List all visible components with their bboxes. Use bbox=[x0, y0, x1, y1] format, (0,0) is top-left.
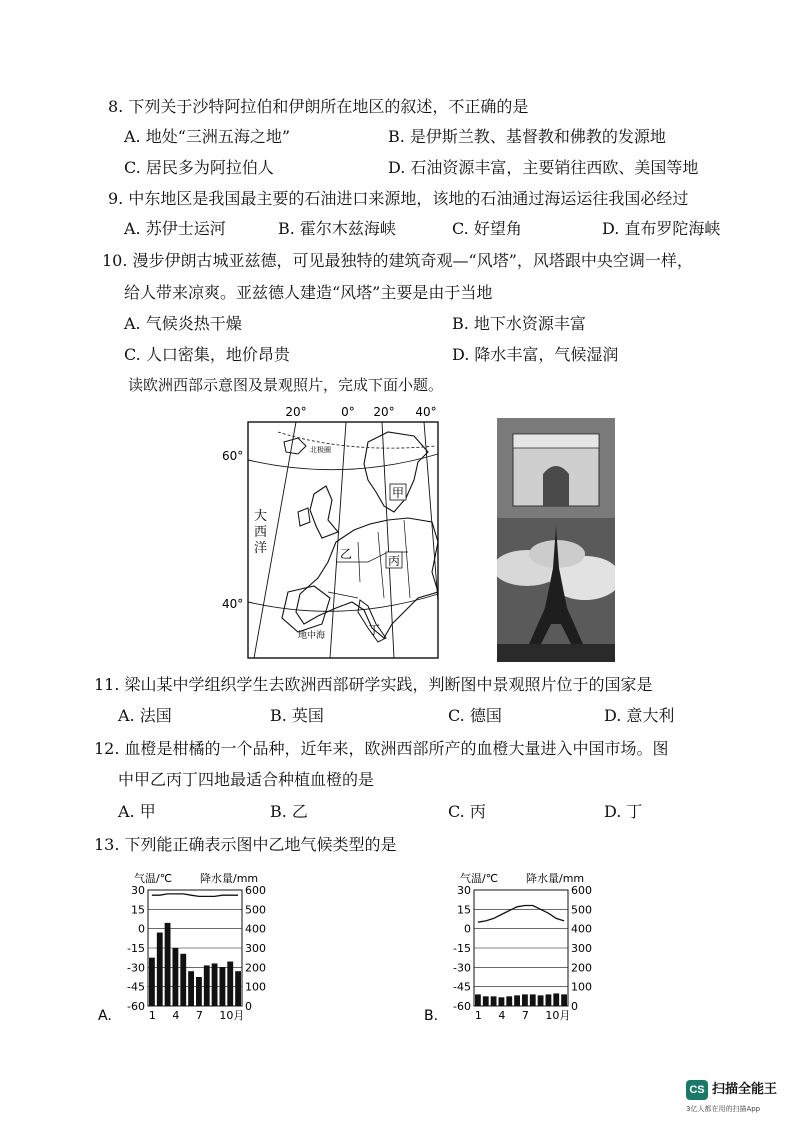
arc-attic bbox=[513, 434, 599, 448]
q12-option-c: C. 丙 bbox=[448, 802, 486, 821]
chart-x-tick: 7 bbox=[195, 1009, 203, 1022]
q12-stem-line1: 12. 血橙是柑橘的一个品种，近年来，欧洲西部所产的血橙大量进入中国市场。图 bbox=[94, 739, 669, 758]
chart-left-tick: 0 bbox=[464, 922, 471, 936]
precip-bar bbox=[204, 965, 210, 1006]
chart-right-tick: 500 bbox=[245, 903, 266, 917]
place-jia: 甲 bbox=[392, 486, 405, 500]
chart-right-tick: 0 bbox=[245, 1000, 252, 1013]
chart-left-tick: -30 bbox=[127, 961, 145, 975]
chart-right-tick: 300 bbox=[571, 942, 592, 955]
q10-stem-line1: 10. 漫步伊朗古城亚兹德，可见最独特的建筑奇观—“风塔”，风塔跟中央空调一样， bbox=[102, 251, 693, 270]
lon-label-20e: 20° bbox=[373, 405, 395, 419]
q12-option-a: A. 甲 bbox=[118, 802, 156, 821]
chart-right-tick: 500 bbox=[571, 903, 592, 917]
chart-left-tick: -15 bbox=[453, 942, 471, 955]
place-yi: 乙 bbox=[340, 547, 353, 561]
arctic-label: 北极圈 bbox=[310, 446, 331, 454]
chart-right-tick: 100 bbox=[245, 980, 266, 994]
precip-bar bbox=[173, 948, 179, 1006]
chart-x-tick: 10月 bbox=[219, 1009, 245, 1022]
precip-bar bbox=[188, 971, 194, 1006]
q10-option-b: B. 地下水资源丰富 bbox=[452, 314, 586, 333]
climate-chart-b bbox=[422, 866, 612, 1028]
precip-bar bbox=[149, 958, 155, 1006]
scanner-logo-sub: 3亿人都在用的扫描App bbox=[686, 1105, 761, 1113]
chart-left-tick: 30 bbox=[457, 884, 471, 897]
lon-label-0: 0° bbox=[341, 405, 355, 419]
map-frame bbox=[248, 422, 438, 658]
q11-option-d: D. 意大利 bbox=[604, 706, 675, 725]
q8-option-b: B. 是伊斯兰教、基督教和佛教的发源地 bbox=[388, 127, 666, 146]
ocean-label-3: 洋 bbox=[254, 541, 268, 556]
q9-option-d: D. 直布罗陀海峡 bbox=[602, 219, 721, 238]
chart-right-tick: 0 bbox=[571, 1000, 578, 1013]
chart-x-tick: 10月 bbox=[545, 1009, 571, 1022]
q12-stem-line2: 中甲乙丙丁四地最适合种植血橙的是 bbox=[118, 770, 375, 789]
chart-right-tick: 600 bbox=[571, 884, 592, 897]
chart-x-tick: 7 bbox=[521, 1009, 529, 1022]
precip-bar bbox=[165, 923, 171, 1006]
europe-map bbox=[218, 402, 450, 664]
q11-option-a: A. 法国 bbox=[118, 706, 172, 725]
climate-chart-a bbox=[96, 866, 286, 1026]
chart-right-tick: 600 bbox=[245, 884, 266, 897]
chart-ylabel-left: 气温/℃ bbox=[460, 872, 499, 885]
precip-bar bbox=[538, 995, 544, 1006]
chart-left-tick: 15 bbox=[131, 903, 145, 917]
chart-left-tick: 0 bbox=[138, 922, 145, 936]
chart-x-tick: 1 bbox=[148, 1009, 156, 1022]
landscape-photo bbox=[497, 418, 615, 662]
precip-bar bbox=[522, 994, 528, 1006]
precip-bar bbox=[235, 971, 241, 1006]
chart-ylabel-right: 降水量/mm bbox=[526, 872, 585, 885]
precip-bar bbox=[180, 954, 186, 1006]
q8-option-c: C. 居民多为阿拉伯人 bbox=[124, 158, 274, 177]
precip-bar bbox=[220, 967, 226, 1006]
precip-bar bbox=[561, 994, 567, 1006]
temperature-line bbox=[152, 894, 238, 897]
q8-option-d: D. 石油资源丰富，主要销往西欧、美国等地 bbox=[388, 158, 699, 177]
lat-label-60: 60° bbox=[222, 449, 244, 463]
q13-stem: 13. 下列能正确表示图中乙地气候类型的是 bbox=[94, 835, 397, 854]
scanner-watermark bbox=[686, 1078, 786, 1118]
place-bing: 丙 bbox=[388, 554, 401, 568]
precip-bar bbox=[212, 963, 218, 1006]
q10-option-d: D. 降水丰富，气候湿润 bbox=[452, 345, 619, 364]
chart-ylabel-left: 气温/℃ bbox=[134, 872, 173, 885]
q11-stem: 11. 梁山某中学组织学生去欧洲西部研学实践，判断图中景观照片位于的国家是 bbox=[94, 675, 653, 694]
photo-ground bbox=[497, 644, 615, 662]
chart-option-label: B. bbox=[424, 1008, 439, 1024]
chart-x-tick: 4 bbox=[172, 1009, 180, 1022]
precip-bar bbox=[499, 997, 505, 1006]
lon-label-20w: 20° bbox=[285, 405, 307, 419]
chart-right-tick: 300 bbox=[245, 942, 266, 955]
chart-left-tick: -45 bbox=[127, 980, 145, 994]
place-ding: 丁 bbox=[368, 623, 381, 637]
chart-option-label: A. bbox=[98, 1008, 112, 1024]
q11-option-b: B. 英国 bbox=[270, 706, 324, 725]
chart-left-tick: 15 bbox=[457, 903, 471, 917]
ocean-label-2: 西 bbox=[254, 525, 268, 540]
precip-bar bbox=[475, 994, 481, 1006]
chart-left-tick: -30 bbox=[453, 961, 471, 975]
lat-label-40: 40° bbox=[222, 597, 244, 611]
precip-bar bbox=[227, 962, 233, 1006]
q11-option-c: C. 德国 bbox=[448, 706, 502, 725]
precip-bar bbox=[553, 993, 559, 1006]
chart-left-tick: -60 bbox=[127, 1000, 145, 1013]
precip-bar bbox=[514, 995, 520, 1006]
ocean-label-1: 大 bbox=[254, 509, 268, 524]
q12-option-b: B. 乙 bbox=[270, 802, 308, 821]
precip-bar bbox=[157, 933, 163, 1006]
scanner-logo-text: 扫描全能王 bbox=[712, 1082, 778, 1097]
precip-bar bbox=[546, 994, 552, 1006]
q8-option-a: A. 地处“三洲五海之地” bbox=[124, 127, 291, 146]
q10-option-c: C. 人口密集，地价昂贵 bbox=[124, 345, 290, 364]
chart-right-tick: 200 bbox=[571, 961, 592, 975]
chart-left-tick: 30 bbox=[131, 884, 145, 897]
q9-option-b: B. 霍尔木兹海峡 bbox=[278, 219, 396, 238]
precip-bar bbox=[506, 996, 512, 1006]
q9-stem: 9. 中东地区是我国最主要的石油进口来源地，该地的石油通过海运运往我国必经过 bbox=[108, 189, 689, 208]
precip-bar bbox=[483, 996, 489, 1006]
chart-x-tick: 4 bbox=[498, 1009, 506, 1022]
chart-right-tick: 100 bbox=[571, 980, 592, 994]
temperature-line bbox=[478, 906, 564, 923]
map-intro: 读欧洲西部示意图及景观照片，完成下面小题。 bbox=[128, 376, 444, 394]
precip-bar bbox=[491, 996, 497, 1006]
chart-left-tick: -45 bbox=[453, 980, 471, 994]
chart-left-tick: -15 bbox=[127, 942, 145, 955]
chart-right-tick: 400 bbox=[571, 922, 592, 936]
precip-bar bbox=[196, 977, 202, 1006]
precip-bar bbox=[530, 994, 536, 1006]
med-label: 地中海 bbox=[298, 631, 326, 641]
q12-option-d: D. 丁 bbox=[604, 802, 643, 821]
chart-right-tick: 200 bbox=[245, 961, 266, 975]
scanner-logo-badge: CS bbox=[686, 1080, 708, 1100]
chart-left-tick: -60 bbox=[453, 1000, 471, 1013]
chart-x-tick: 1 bbox=[474, 1009, 482, 1022]
chart-right-tick: 400 bbox=[245, 922, 266, 936]
q9-option-a: A. 苏伊士运河 bbox=[124, 219, 226, 238]
lon-label-40e: 40° bbox=[415, 405, 437, 419]
chart-ylabel-right: 降水量/mm bbox=[200, 872, 259, 885]
q10-option-a: A. 气候炎热干燥 bbox=[124, 314, 242, 333]
arc-opening bbox=[543, 466, 569, 506]
q10-stem-line2: 给人带来凉爽。亚兹德人建造“风塔”主要是由于当地 bbox=[124, 283, 493, 302]
q8-stem: 8. 下列关于沙特阿拉伯和伊朗所在地区的叙述，不正确的是 bbox=[108, 97, 529, 116]
q9-option-c: C. 好望角 bbox=[452, 219, 522, 238]
